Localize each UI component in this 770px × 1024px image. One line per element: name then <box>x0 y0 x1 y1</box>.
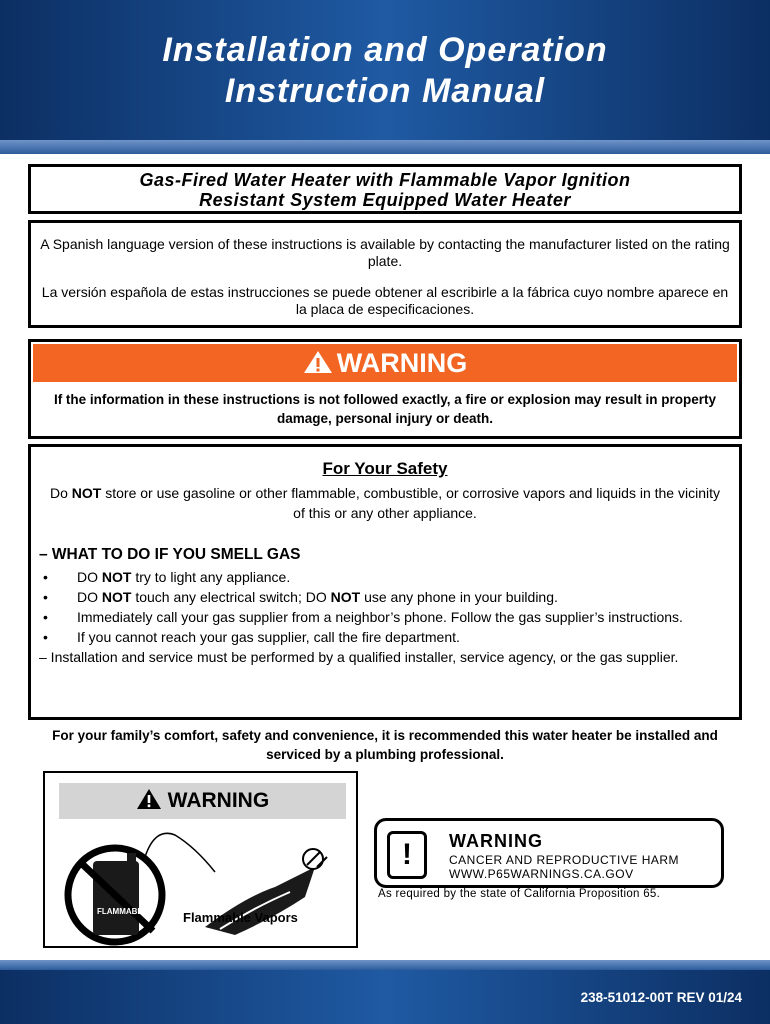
smell-gas-list <box>39 567 725 647</box>
image-warning-label: WARNING <box>167 789 270 812</box>
item-text: If you cannot reach your gas supplier, call the fire department. <box>77 629 460 645</box>
page-title <box>0 30 770 112</box>
warning-text: If the information in these instructions is not followed exactly, a fire or explosion may result in property damage, personal injury or death. <box>53 392 717 426</box>
warning-box <box>28 339 742 439</box>
item-text: DO <box>77 569 102 585</box>
intro-text-rest: store or use gasoline or other flammable, combustible, or corrosive vapors and liquids in the vicinity of this or any other appliance. <box>101 485 720 521</box>
warning-label: WARNING <box>336 348 468 378</box>
header-accent-line <box>0 140 770 154</box>
item-text: DO <box>77 589 102 605</box>
subtitle-line-2: Resistant System Equipped Water Heater <box>199 190 571 210</box>
spanish-notice: La versión española de estas instrucciones se puede obtener al escribirle a la fábrica cuyo nombre aparece en la placa de especificaciones. <box>41 284 729 317</box>
warning-triangle-icon <box>303 350 333 374</box>
prop65-line-2: WWW.P65WARNINGS.CA.GOV <box>449 867 634 881</box>
installation-note: – Installation and service must be performed by a qualified installer, service agency, or the gas supplier. <box>39 649 679 665</box>
flammable-vapors-illustration <box>45 817 356 947</box>
item-text-rest: try to light any appliance. <box>131 569 291 585</box>
prop65-note: As required by the state of California Proposition 65. <box>378 888 661 900</box>
prop65-line-1: CANCER AND REPRODUCTIVE HARM <box>449 853 680 867</box>
flammable-vapors-warning-image <box>43 771 358 948</box>
intro-text: Do <box>50 485 72 501</box>
safety-box <box>28 444 742 720</box>
warning-triangle-icon <box>136 788 162 810</box>
list-item <box>39 627 725 647</box>
safety-intro <box>45 483 725 523</box>
exclamation-icon: ! <box>387 831 427 879</box>
item-text-rest: touch any electrical switch; DO <box>131 589 331 605</box>
subtitle-line-1: Gas-Fired Water Heater with Flammable Vapor Ignition <box>139 170 631 190</box>
item-emphasis: NOT <box>101 589 132 605</box>
item-text: Immediately call your gas supplier from a neighbor’s phone. Follow the gas supplier’s instructions. <box>77 609 683 625</box>
flammable-vapors-caption: Flammable Vapors <box>183 910 298 925</box>
item-emphasis-2: NOT <box>330 589 361 605</box>
document-number: 238-51012-00T REV 01/24 <box>580 990 742 1005</box>
list-item <box>39 587 725 607</box>
item-text-end: use any phone in your building. <box>360 589 558 605</box>
image-warning-bar <box>59 783 346 819</box>
safety-heading: For Your Safety <box>322 459 448 478</box>
footer-banner <box>0 970 770 1024</box>
title-line-1: Installation and Operation <box>162 31 608 69</box>
title-line-2: Instruction Manual <box>224 72 546 110</box>
warning-bar <box>33 344 737 382</box>
prop65-title: WARNING <box>449 831 543 851</box>
family-recommendation: For your family’s comfort, safety and convenience, it is recommended this water heater be installed and serviced by a plumbing professional. <box>52 728 718 762</box>
can-label: FLAMMABLES <box>97 907 153 916</box>
list-item <box>39 567 725 587</box>
language-notice-box <box>28 220 742 328</box>
english-notice: A Spanish language version of these instructions is available by contacting the manufacturer listed on the rating plate. <box>40 236 730 269</box>
footer-accent-line <box>0 960 770 970</box>
list-item <box>39 607 725 627</box>
intro-emphasis: NOT <box>71 485 102 501</box>
product-subtitle-box <box>28 164 742 214</box>
item-emphasis: NOT <box>101 569 132 585</box>
smell-gas-heading: – WHAT TO DO IF YOU SMELL GAS <box>39 546 301 563</box>
prop65-warning-box <box>374 818 724 888</box>
